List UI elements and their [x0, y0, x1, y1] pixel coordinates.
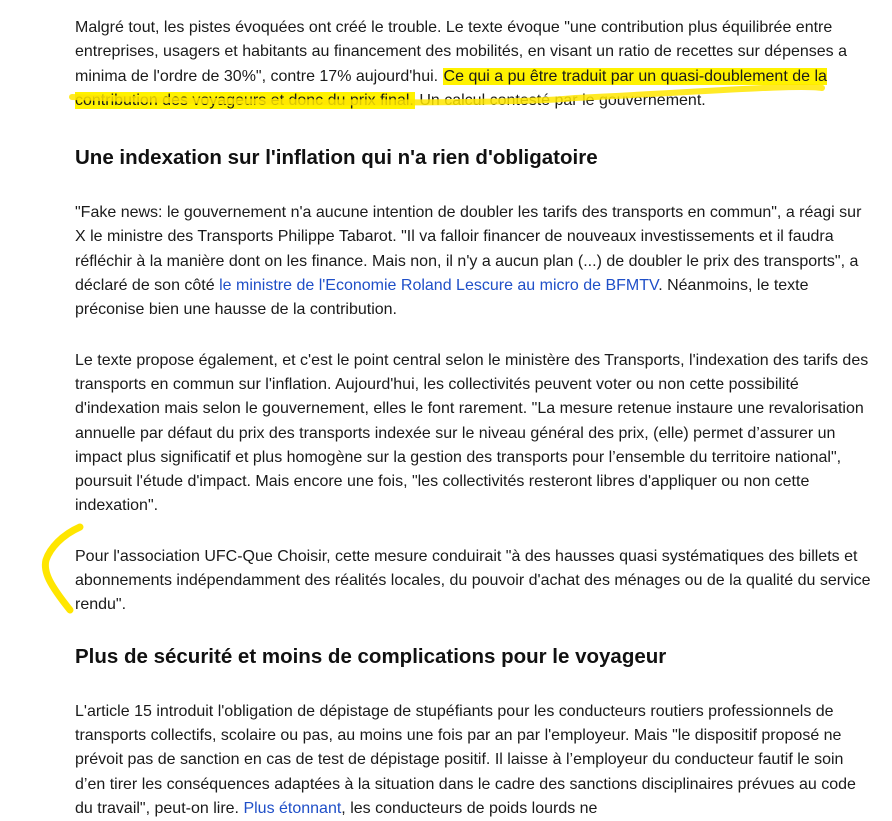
highlighted-sentence: Ce qui a pu être traduit par un quasi-doublement de la contribution des voyageurs et donc du prix final.: [75, 67, 827, 109]
article-body: [75, 16, 875, 821]
paragraph-article-15: [75, 700, 875, 821]
paragraph-article-15-end: , les conducteurs de poids lourds ne: [341, 799, 598, 817]
paragraph-fake-news: [75, 201, 875, 322]
paragraph-ufc: Pour l'association UFC-Que Choisir, cette mesure conduirait "à des hausses quasi systématiques des billets et abonnements indépendamment des réalités locales, du pouvoir d'achat des ménages ou de la qualité du service rendu".: [75, 547, 871, 614]
section-heading-indexation: Une indexation sur l'inflation qui n'a rien d'obligatoire: [75, 146, 598, 170]
bfmtv-link[interactable]: le ministre de l'Economie Roland Lescure au micro de BFMTV: [219, 277, 659, 295]
paragraph-intro-text: Malgré tout, les pistes évoquées ont créé le trouble. Le texte évoque "une contribution plus équilibrée entre entreprises, usagers et habitants au financement des mobilités, en visant un ratio de recettes sur dépenses a minima de l'ordre de 30%", contre 17% aujourd'hui.: [75, 19, 847, 85]
paragraph-article-15-text: L'article 15 introduit l'obligation de dépistage de stupéfiants pour les conducteurs routiers professionnels de transports collectifs, scolaire ou pas, au moins une fois par an par l'employeur. Mais "le dispositif proposé ne prévoit pas de sanction en cas de test de dépistage positif. Il laisse à l’employeur du conducteur fautif le soin d’en tirer les conséquences adaptées à la situation dans le cadre des sanctions disciplinaires prévues au code du travail", peut-on lire.: [75, 702, 856, 817]
paragraph-fake-news-end: . Néanmoins, le texte préconise bien une hausse de la contribution.: [75, 277, 809, 319]
section-heading-securite: Plus de sécurité et moins de complications pour le voyageur: [75, 644, 667, 668]
plus-etonnant-link[interactable]: Plus étonnant: [243, 799, 342, 817]
paragraph-intro-end: Un calcul contesté par le gouvernement.: [414, 91, 706, 109]
paragraph-intro: [75, 16, 875, 113]
paragraph-indexation: Le texte propose également, et c'est le point central selon le ministère des Transports, l'indexation des tarifs des transports en commun sur l'inflation. Aujourd'hui, les collectivités peuvent voter ou non cette possibilité d'indexation mais selon le gouvernement, elles le font rarement. "La mesure retenue instaure une revalorisation annuelle par défaut du prix des transports indexée sur le niveau général des prix, (elle) permet d’assurer un impact plus significatif et plus homogène sur la gestion des transports pour l’ensemble du territoire national", poursuit l'étude d'impact. Mais encore une fois, "les collectivités resteront libres d'appliquer ou non cette indexation".: [75, 351, 869, 515]
paragraph-fake-news-text: "Fake news: le gouvernement n'a aucune intention de doubler les tarifs des transports en commun", a réagi sur X le ministre des Transports Philippe Tabarot. "Il va falloir financer de nouveaux investissements et il faudra réfléchir à la manière dont on les finance. Mais non, il n'y a aucun plan (...) de doubler le prix des transports", a déclaré de son côté: [75, 204, 862, 295]
